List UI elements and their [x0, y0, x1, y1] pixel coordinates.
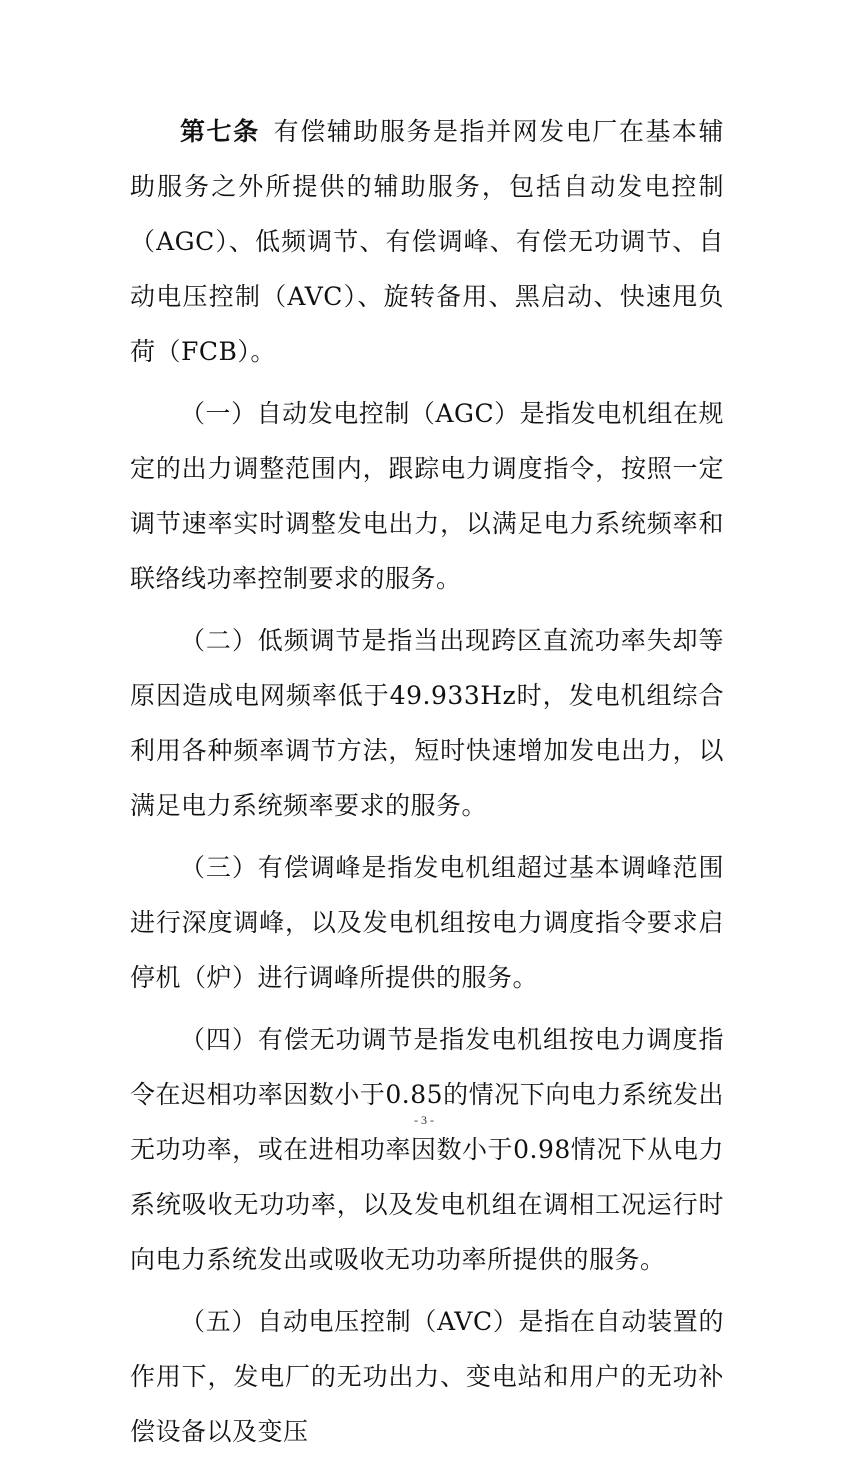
article-intro-paragraph	[130, 104, 724, 379]
article-body	[130, 104, 724, 1459]
clause-3-paid-peak-regulation: （三）有偿调峰是指发电机组超过基本调峰范围进行深度调峰，以及发电机组按电力调度指令要求启停机（炉）进行调峰所提供的服务。	[130, 853, 724, 992]
clause-1-agc: （一）自动发电控制（AGC）是指发电机组在规定的出力调整范围内，跟踪电力调度指令，按照一定调节速率实时调整发电出力，以满足电力系统频率和联络线功率控制要求的服务。	[130, 399, 724, 593]
clause-4-paid-reactive-power-regulation: （四）有偿无功调节是指发电机组按电力调度指令在迟相功率因数小于0.85的情况下向电力系统发出无功功率，或在进相功率因数小于0.98情况下从电力系统吸收无功功率，以及发电机组在调相工况运行时向电力系统发出或吸收无功功率所提供的服务。	[130, 1025, 724, 1274]
article-intro-text: 有偿辅助服务是指并网发电厂在基本辅助服务之外所提供的辅助服务，包括自动发电控制（AGC）、低频调节、有偿调峰、有偿无功调节、自动电压控制（AVC）、旋转备用、黑启动、快速甩负荷（FCB）。	[130, 117, 724, 366]
article-number: 第七条	[180, 117, 260, 146]
page-number: - 3 -	[414, 1113, 434, 1127]
clause-5-avc: （五）自动电压控制（AVC）是指在自动装置的作用下，发电厂的无功出力、变电站和用户的无功补偿设备以及变压	[130, 1307, 724, 1446]
clause-2-low-frequency-regulation: （二）低频调节是指当出现跨区直流功率失却等原因造成电网频率低于49.933Hz时，发电机组综合利用各种频率调节方法，短时快速增加发电出力，以满足电力系统频率要求的服务。	[130, 626, 724, 820]
